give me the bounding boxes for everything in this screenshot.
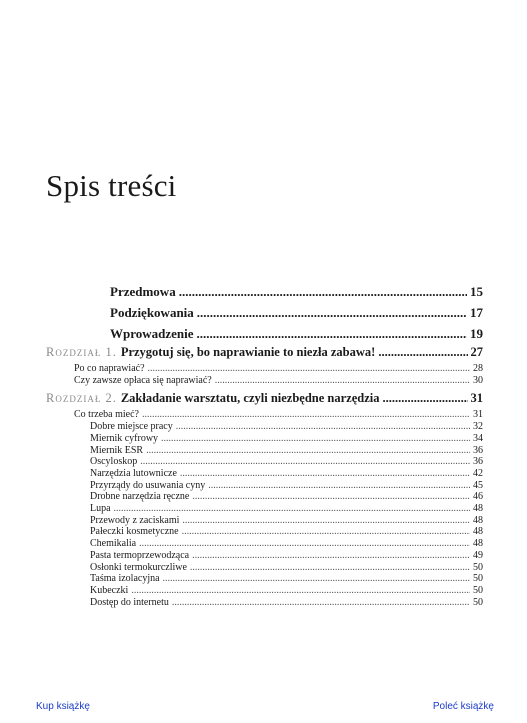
recommend-book-link[interactable]: Poleć książkę (432, 701, 494, 712)
toc-page-number: 49 (473, 549, 483, 561)
toc-page-number: 46 (473, 491, 483, 503)
toc-page-number: 31 (470, 391, 483, 406)
dot-leader (179, 284, 467, 300)
toc-entry[interactable] (90, 480, 483, 491)
toc-page-number: 36 (473, 456, 483, 468)
dot-leader (192, 550, 470, 561)
dot-leader (208, 480, 470, 491)
toc-entry[interactable] (74, 375, 483, 386)
toc-page-number: 27 (470, 345, 483, 359)
dot-leader (148, 363, 470, 374)
toc-entry-title: Podziękowania (110, 305, 194, 320)
toc-entry-title: Co trzeba mieć? (74, 409, 139, 421)
toc-entry[interactable] (110, 305, 483, 321)
toc-entry-title: Pałeczki kosmetyczne (90, 526, 179, 538)
toc-page-number: 50 (473, 596, 483, 608)
toc-entry[interactable] (90, 550, 483, 561)
toc-entry-title: Dostęp do internetu (90, 596, 169, 608)
toc-entry[interactable] (74, 409, 483, 420)
dot-leader (182, 526, 470, 537)
toc-page-number: 45 (473, 479, 483, 491)
toc-page-number: 30 (473, 374, 483, 386)
toc-entry-title: Miernik ESR (90, 444, 144, 456)
toc-page-number: 34 (473, 432, 483, 444)
toc-entry-title: Po co naprawiać? (74, 363, 145, 374)
toc-entry-title: Oscyloskop (90, 456, 138, 468)
toc-entry[interactable] (46, 391, 483, 406)
toc-page-number: 48 (473, 503, 483, 514)
dot-leader (383, 391, 468, 406)
toc-page-number: 48 (473, 514, 483, 526)
toc-page-number: 50 (473, 573, 483, 585)
toc-entry[interactable] (90, 468, 483, 479)
toc-page-number: 17 (470, 305, 483, 320)
toc-entry[interactable] (90, 585, 483, 596)
toc-entry-title: Chemikalia (90, 538, 137, 550)
dot-leader (161, 433, 470, 444)
dot-leader (192, 491, 470, 502)
dot-leader (378, 345, 467, 360)
dot-leader (197, 305, 467, 321)
toc-entry-title: Osłonki termokurczliwe (90, 561, 187, 573)
dot-leader (163, 573, 470, 584)
toc-entry[interactable] (90, 491, 483, 502)
dot-leader (142, 409, 470, 420)
chapter-title: Przygotuj się, bo naprawianie to niezła zabawa! (120, 345, 376, 359)
toc-entry[interactable] (90, 433, 483, 444)
dot-leader (215, 375, 470, 386)
toc-entry-title: Czy zawsze opłaca się naprawiać? (74, 374, 212, 386)
toc-entry-title: Drobne narzędzia ręczne (90, 491, 190, 503)
page-title: Spis treści (46, 168, 177, 203)
dot-leader (180, 468, 470, 479)
toc-entry-title: Wprowadzenie (110, 326, 194, 341)
toc-page-number: 31 (473, 409, 483, 421)
toc-entry[interactable] (90, 503, 483, 514)
toc-entry-title (46, 391, 380, 406)
toc-entry-title: Przyrządy do usuwania cyny (90, 479, 206, 491)
toc-entry-title: Kubeczki (90, 584, 129, 596)
toc-entry[interactable] (90, 456, 483, 467)
dot-leader (114, 503, 470, 514)
toc-entry[interactable] (90, 445, 483, 456)
toc-page-number: 36 (473, 444, 483, 456)
toc-page-number: 48 (473, 526, 483, 538)
dot-leader (140, 456, 470, 467)
toc-page-number: 32 (473, 421, 483, 433)
chapter-title: Zakładanie warsztatu, czyli niezbędne narzędzia (120, 391, 380, 406)
toc-entry-title: Narzędzia lutownicze (90, 467, 177, 479)
toc-entry-title: Dobre miejsce pracy (90, 421, 173, 433)
toc-entry[interactable] (90, 597, 483, 608)
toc-entry[interactable] (90, 515, 483, 526)
toc-entry-title: Taśma izolacyjna (90, 573, 160, 585)
toc-entry[interactable] (110, 284, 483, 300)
dot-leader (146, 445, 470, 456)
toc-entry[interactable] (90, 526, 483, 537)
toc-entry-title: Pasta termoprzewodząca (90, 549, 190, 561)
dot-leader (176, 421, 470, 432)
buy-book-link[interactable]: Kup książkę (36, 701, 90, 712)
toc-entry-title: Przewody z zaciskami (90, 514, 180, 526)
toc-entry[interactable] (90, 573, 483, 584)
toc-entry[interactable] (90, 538, 483, 549)
dot-leader (172, 597, 470, 608)
chapter-number: Rozdział 2. (46, 391, 117, 406)
toc-entry[interactable] (74, 363, 483, 374)
toc-page-number: 42 (473, 467, 483, 479)
chapter-number: Rozdział 1. (46, 345, 117, 359)
toc-page-number: 15 (470, 284, 483, 299)
toc-entry-title: Miernik cyfrowy (90, 432, 159, 444)
dot-leader (131, 585, 470, 596)
dot-leader (139, 538, 470, 549)
toc-entry-title: Przedmowa (110, 284, 176, 299)
toc-entry[interactable] (90, 421, 483, 432)
toc-page-number: 50 (473, 561, 483, 573)
toc-page-number: 50 (473, 584, 483, 596)
toc-page-number: 28 (473, 363, 483, 374)
toc-entry-title: Lupa (90, 503, 111, 514)
dot-leader (190, 562, 470, 573)
toc-entry[interactable] (90, 562, 483, 573)
dot-leader (182, 515, 470, 526)
toc-page-number: 19 (470, 326, 483, 341)
toc-entry[interactable] (110, 326, 483, 342)
toc-entry-title (46, 345, 375, 360)
toc-page-number: 48 (473, 538, 483, 550)
toc-entry[interactable] (46, 345, 483, 360)
dot-leader (197, 326, 467, 342)
